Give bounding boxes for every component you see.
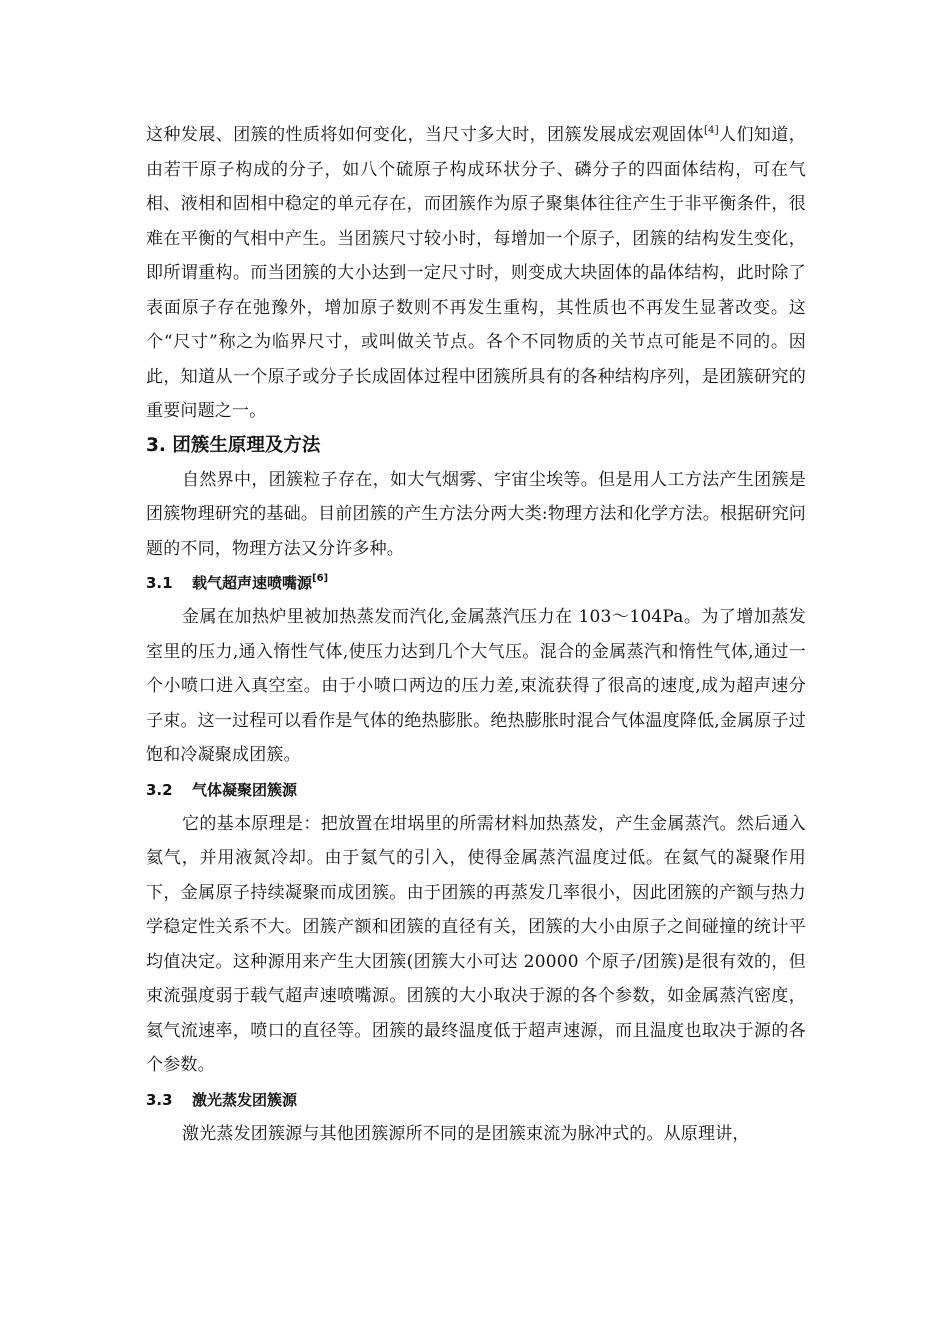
subsection-3-1-body: 金属在加热炉里被加热蒸发而汽化,金属蒸汽压力在 103～104Pa。为了增加蒸发室里的压力,通入惰性气体,使压力达到几个大气压。混合的金属蒸汽和惰性气体,通过一个小喷口进入真空室。由于小喷口两边的压力差,束流获得了很高的速度,成为超声速分子束。这一过程可以看作是气体的绝热膨胀。绝热膨胀时混合气体温度降低,金属原子过饱和冷凝聚成团簇。	[146, 607, 806, 765]
paragraph-cluster-structure	[146, 118, 806, 429]
section-heading-3: 3. 团簇生原理及方法	[146, 434, 321, 456]
page-content	[146, 118, 806, 1151]
subsection-number: 3.3	[146, 1090, 173, 1109]
subsection-heading-3-3	[146, 1083, 806, 1117]
subsection-number: 3.2	[146, 780, 173, 799]
subsection-title: 气体凝聚团簇源	[192, 780, 298, 799]
subsection-title: 激光蒸发团簇源	[192, 1090, 298, 1109]
subsection-3-3-body: 激光蒸发团簇源与其他团簇源所不同的是团簇束流为脉冲式的。从原理讲，	[182, 1123, 750, 1144]
paragraph-text: 这种发展、团簇的性质将如何变化，当尺寸多大时，团簇发展成宏观固体	[146, 125, 705, 145]
subsection-number: 3.1	[146, 574, 173, 592]
citation: [6]	[312, 573, 329, 584]
subsection-heading-3-2	[146, 773, 806, 807]
subsection-heading-3-1	[146, 566, 806, 600]
section-3-intro: 自然界中，团簇粒子存在，如大气烟雾、宇宙尘埃等。但是用人工方法产生团簇是团簇物理研究的基础。目前团簇的产生方法分两大类:物理方法和化学方法。根据研究问题的不同，物理方法又分许多种。	[146, 469, 806, 559]
subsection-3-2-body: 它的基本原理是：把放置在坩埚里的所需材料加热蒸发，产生金属蒸汽。然后通入氦气，并用液氮冷却。由于氦气的引入，使得金属蒸汽温度过低。在氦气的凝聚作用下，金属原子持续凝聚而成团簇。由于团簇的再蒸发几率很小，因此团簇的产额与热力学稳定性关系不大。团簇产额和团簇的直径有关，团簇的大小由原子之间碰撞的统计平均值决定。这种源用来产生大团簇(团簇大小可达 20000 个原子/团簇)是很有效的，但束流强度弱于载气超声速喷嘴源。团簇的大小取决于源的各个参数，如金属蒸汽密度，氦气流速率，喷口的直径等。团簇的最终温度低于超声速源，而且温度也取决于源的各个参数。	[146, 813, 806, 1075]
citation: [4]	[704, 125, 719, 136]
subsection-title: 载气超声速喷嘴源	[192, 574, 313, 592]
paragraph-text: 人们知道，由若干原子构成的分子，如八个硫原子构成环状分子、磷分子的四面体结构，可在气相、液相和固相中稳定的单元存在，而团簇作为原子聚集体往往产生于非平衡条件，很难在平衡的气相中产生。当团簇尺寸较小时，每增加一个原子，团簇的结构发生变化，即所谓重构。而当团簇的大小达到一定尺寸时，则变成大块固体的晶体结构，此时除了表面原子存在弛豫外，增加原子数则不再发生重构，其性质也不再发生显著改变。这个“尺寸”称之为临界尺寸，或叫做关节点。各个不同物质的关节点可能是不同的。因此，知道从一个原子或分子长成固体过程中团簇所具有的各种结构序列，是团簇研究的重要问题之一。	[146, 125, 807, 421]
